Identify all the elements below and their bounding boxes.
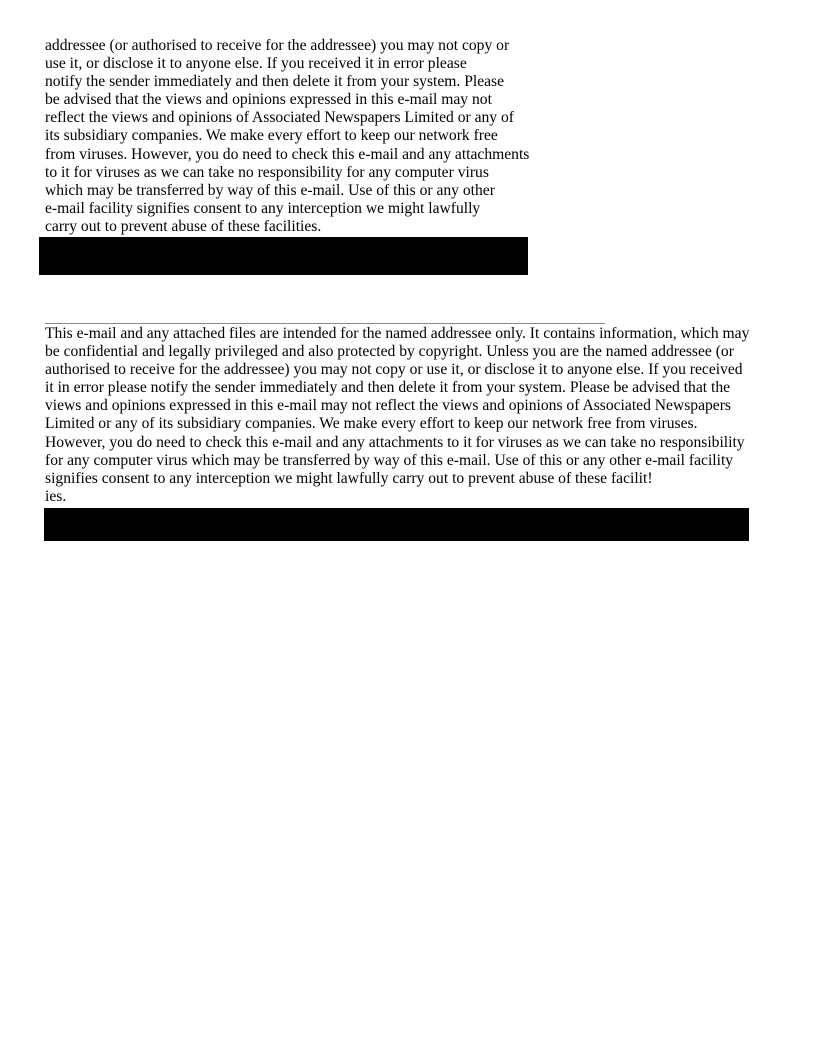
horizontal-separator — [45, 323, 605, 324]
second-disclaimer-paragraph — [45, 325, 785, 506]
disclaimer-line: signifies consent to any interception we might lawfully carry out to prevent abuse of these facilit! — [45, 469, 653, 487]
disclaimer-line: from viruses. However, you do need to check this e-mail and any attachments — [45, 145, 530, 163]
disclaimer-line: authorised to receive for the addressee) you may not copy or use it, or disclose it to anyone else. If you received — [45, 361, 743, 379]
disclaimer-line: views and opinions expressed in this e-mail may not reflect the views and opinions of Associated Newspapers — [45, 397, 731, 415]
disclaimer-line: Limited or any of its subsidiary companies. We make every effort to keep our network free from viruses. — [45, 415, 698, 433]
disclaimer-line: reflect the views and opinions of Associated Newspapers Limited or any of — [45, 109, 514, 127]
disclaimer-line: However, you do need to check this e-mail and any attachments to it for viruses as we can take no responsibility — [45, 433, 745, 451]
disclaimer-line: carry out to prevent abuse of these facilities. — [45, 217, 322, 235]
disclaimer-line: e-mail facility signifies consent to any interception we might lawfully — [45, 199, 481, 217]
disclaimer-line: be advised that the views and opinions expressed in this e-mail may not — [45, 91, 492, 109]
redaction-bar — [39, 237, 528, 275]
disclaimer-line: for any computer virus which may be transferred by way of this e-mail. Use of this or any other e-mail facility — [45, 451, 734, 469]
disclaimer-line: be confidential and legally privileged and also protected by copyright. Unless you are the named addressee (or — [45, 343, 734, 361]
disclaimer-line: it in error please notify the sender immediately and then delete it from your system. Please be advised that the — [45, 379, 731, 397]
disclaimer-line: its subsidiary companies. We make every effort to keep our network free — [45, 127, 498, 145]
disclaimer-line: ies. — [45, 487, 67, 505]
disclaimer-line: addressee (or authorised to receive for the addressee) you may not copy or — [45, 37, 510, 54]
disclaimer-line: notify the sender immediately and then delete it from your system. Please — [45, 73, 505, 91]
disclaimer-line: use it, or disclose it to anyone else. If you received it in error please — [45, 55, 467, 73]
disclaimer-line: which may be transferred by way of this e-mail. Use of this or any other — [45, 181, 495, 199]
first-disclaimer-paragraph — [45, 37, 565, 236]
redaction-bar — [44, 508, 749, 541]
disclaimer-line: to it for viruses as we can take no responsibility for any computer virus — [45, 163, 489, 181]
disclaimer-line: This e-mail and any attached files are intended for the named addressee only. It contains information, which may — [45, 325, 750, 342]
